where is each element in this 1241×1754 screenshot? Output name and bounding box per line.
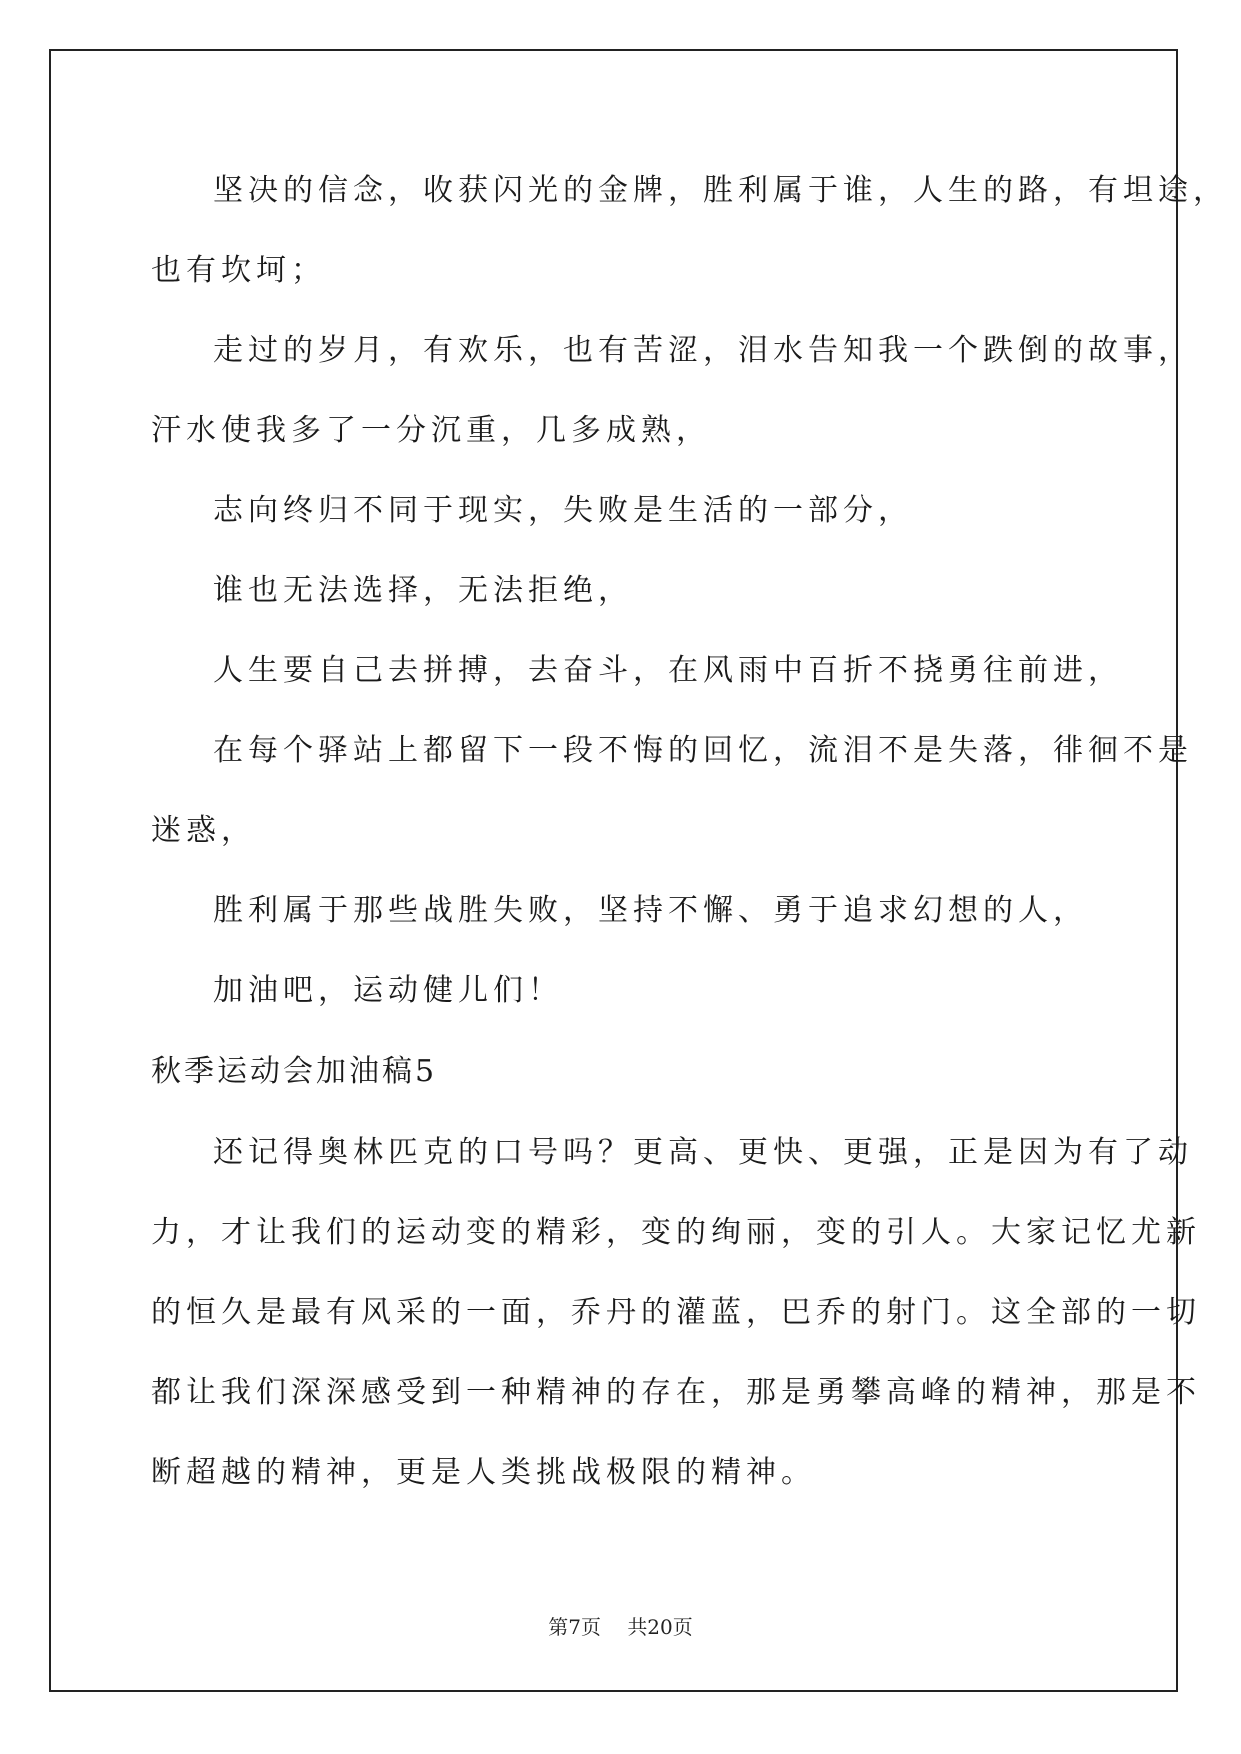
page-footer — [0, 1614, 1241, 1640]
paragraph-line: 人生要自己去拼搏，去奋斗，在风雨中百折不挠勇往前进， — [213, 653, 1123, 688]
page-border — [49, 49, 1178, 1692]
section-heading: 秋季运动会加油稿5 — [151, 1054, 438, 1089]
paragraph-line: 谁也无法选择，无法拒绝， — [213, 573, 633, 608]
paragraph-line: 志向终归不同于现实，失败是生活的一部分， — [213, 493, 913, 528]
paragraph-line: 还记得奥林匹克的口号吗？更高、更快、更强，正是因为有了动 — [213, 1135, 1193, 1170]
paragraph-line: 也有坎坷； — [151, 253, 326, 288]
paragraph-line: 汗水使我多了一分沉重，几多成熟， — [151, 413, 711, 448]
paragraph-line: 的恒久是最有风采的一面，乔丹的灌蓝，巴乔的射门。这全部的一切 — [151, 1295, 1201, 1330]
paragraph-line: 力，才让我们的运动变的精彩，变的绚丽，变的引人。大家记忆尤新 — [151, 1215, 1201, 1250]
paragraph-line: 在每个驿站上都留下一段不悔的回忆，流泪不是失落，徘徊不是 — [213, 733, 1193, 768]
page-total: 共20页 — [627, 1615, 693, 1639]
page-number: 第7页 — [548, 1615, 601, 1639]
paragraph-line: 都让我们深深感受到一种精神的存在，那是勇攀高峰的精神，那是不 — [151, 1375, 1201, 1410]
paragraph-line: 坚决的信念，收获闪光的金牌，胜利属于谁，人生的路，有坦途， — [213, 173, 1228, 208]
paragraph-line: 胜利属于那些战胜失败，坚持不懈、勇于追求幻想的人， — [213, 893, 1088, 928]
paragraph-line: 走过的岁月，有欢乐，也有苦涩，泪水告知我一个跌倒的故事， — [213, 333, 1193, 368]
paragraph-line: 断超越的精神，更是人类挑战极限的精神。 — [151, 1455, 816, 1490]
paragraph-line: 迷惑， — [151, 813, 256, 848]
paragraph-line: 加油吧，运动健儿们！ — [213, 973, 563, 1008]
